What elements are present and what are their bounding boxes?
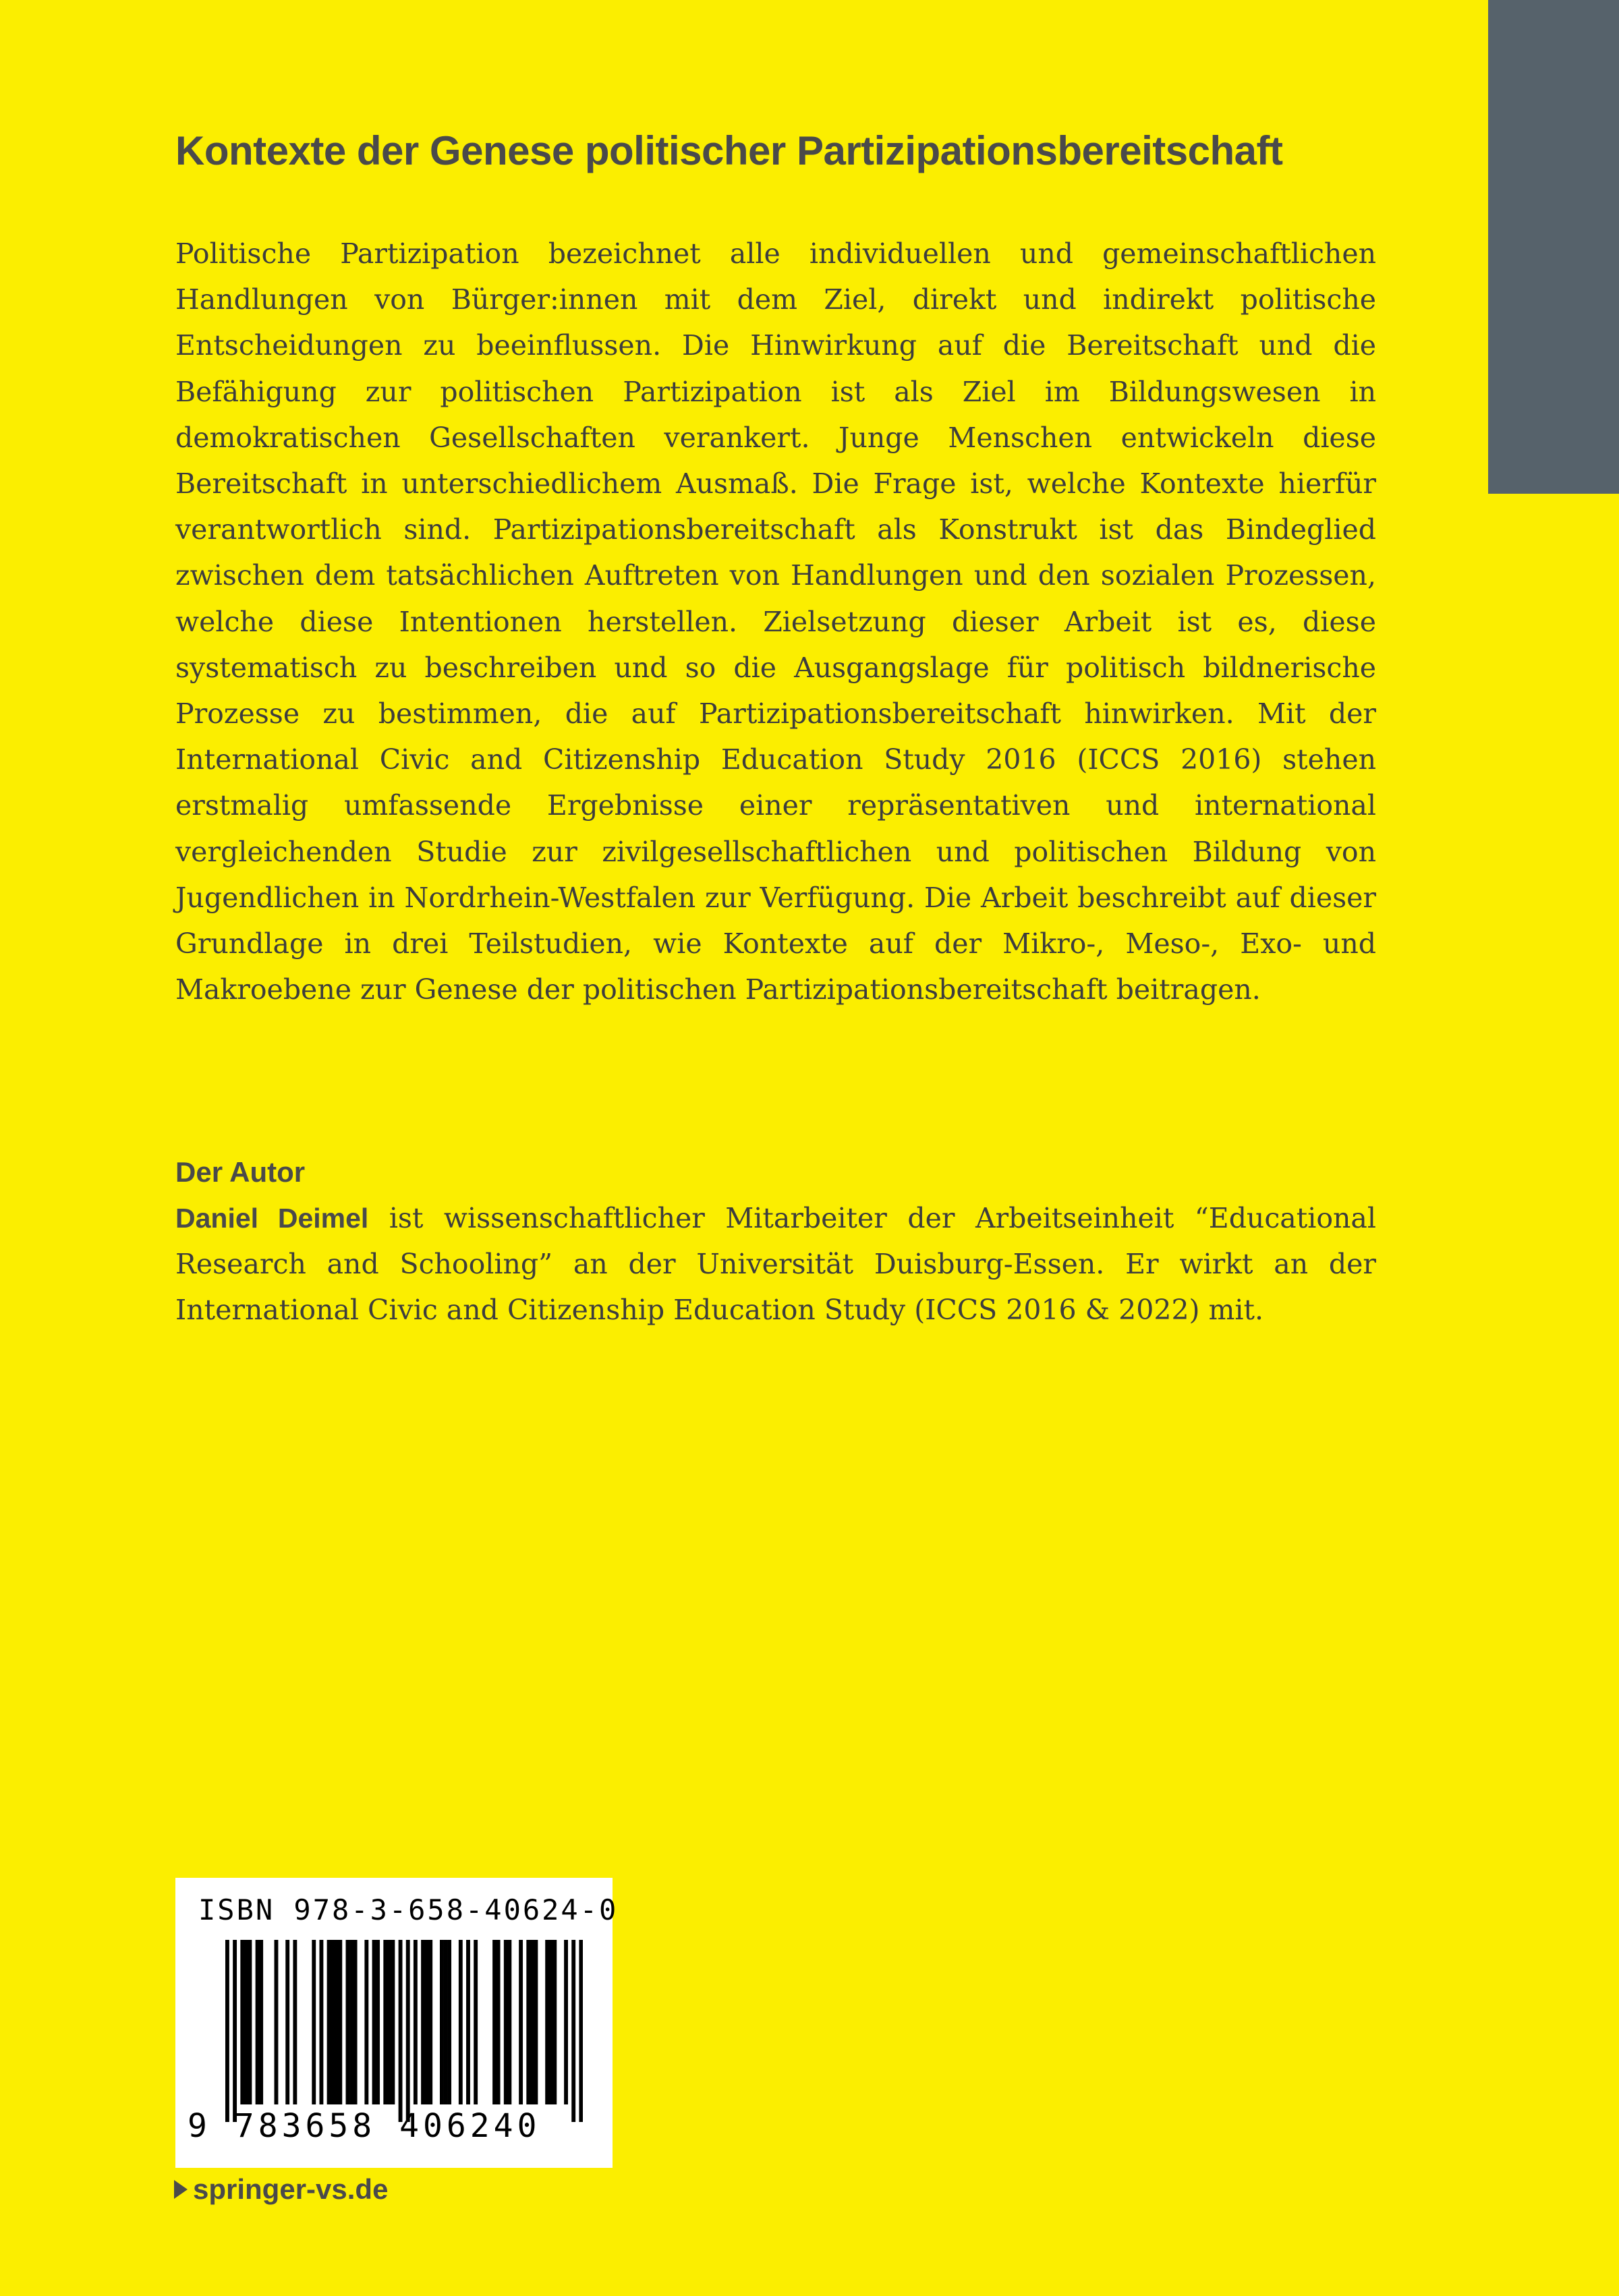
barcode-bar: [256, 1940, 260, 2104]
book-abstract: Politische Partizipation bezeichnet alle individuellen und gemeinschaftlichen Handlungen von Bürger:innen mit dem Ziel, direkt und indirekt politische Entscheidungen zu beeinflussen. Die Hinwirkung auf die Bereitschaft und die Befähigung zur politischen Partizipation ist als Ziel im Bildungswesen in demokratischen Gesellschaften verankert. Junge Menschen entwickeln diese Bereitschaft in unterschiedlichem Ausmaß. Die Frage ist, welche Kontexte hierfür verantwortlich sind. Partizipationsbereitschaft als Konstrukt ist das Bindeglied zwischen dem tatsächlichen Auftreten von Handlungen und den sozialen Prozessen, welche diese Intentionen herstellen. Zielsetzung dieser Arbeit ist es, diese systematisch zu beschreiben und so die Ausgangslage für politisch bildnerische Prozesse zu bestimmen, die auf Partizipationsbereitschaft hinwirken. Mit der International Civic and Citizenship Education Study 2016 (ICCS 2016) stehen erstmalig umfassende Ergebnisse einer repräsentativen und international vergleichenden Studie zur zivilgesellschaftlichen und politischen Bildung von Jugendlichen in Nordrhein-Westfalen zur Verfügung. Die Arbeit beschreibt auf dieser Grundlage in drei Teilstudien, wie Kontexte auf der Mikro-, Meso-, Exo- und Makroebene zur Genese der politischen Partizipationsbereitschaft beitragen.: [175, 237, 1376, 1006]
author-bio: [175, 1195, 1376, 1333]
barcode-bar: [421, 1940, 425, 2104]
barcode-bar: [564, 1940, 568, 2104]
barcode-bar: [240, 1940, 244, 2104]
barcode-bar: [399, 1940, 403, 2122]
barcode-bar: [474, 1940, 478, 2104]
barcode-bar: [571, 1940, 575, 2122]
play-triangle-icon: [174, 2180, 188, 2199]
barcode-bar: [319, 1940, 323, 2104]
barcode-bar: [526, 1940, 530, 2104]
publisher-url: springer-vs.de: [193, 2173, 389, 2205]
barcode-bar: [376, 1940, 380, 2104]
barcode-bar: [552, 1940, 557, 2104]
barcode-bar: [372, 1940, 376, 2104]
barcode-bar: [444, 1940, 448, 2104]
barcode-bar: [391, 1940, 395, 2104]
barcode-bar: [406, 1940, 410, 2122]
barcode-bar: [530, 1940, 534, 2104]
barcode-bar: [534, 1940, 538, 2104]
barcode-bar: [440, 1940, 444, 2104]
barcode-bar: [244, 1940, 248, 2104]
barcode-bar: [338, 1940, 342, 2104]
barcode-bar: [383, 1940, 387, 2104]
barcode-bar: [447, 1940, 451, 2104]
author-bio-text: ist wissenschaftlicher Mitarbeiter der Arbeitseinheit “Educational Research and Schooling” an der Universität Duisburg-Essen. Er wirkt an der International Civic and Citizenship Education Study (ICCS 2016 & 2022) mit.: [175, 1202, 1376, 1327]
barcode-bar: [233, 1940, 237, 2122]
barcode-bar: [387, 1940, 391, 2104]
barcode-bar: [579, 1940, 583, 2122]
barcode-bar: [459, 1940, 463, 2104]
barcode-bars: [225, 1940, 583, 2122]
barcode-bar: [364, 1940, 368, 2104]
barcode-bar: [507, 1940, 511, 2104]
isbn-label: ISBN 978-3-658-40624-0: [198, 1893, 619, 1926]
barcode-bar: [414, 1940, 418, 2104]
barcode-bar: [519, 1940, 523, 2104]
barcode-bar: [346, 1940, 350, 2104]
barcode-bar: [504, 1940, 508, 2104]
barcode-bar: [496, 1940, 501, 2104]
publisher-link[interactable]: [174, 2169, 388, 2210]
barcode-bar: [259, 1940, 263, 2104]
barcode-bar: [428, 1940, 432, 2104]
barcode-bar: [331, 1940, 335, 2104]
barcode-bar: [285, 1940, 289, 2104]
barcode-bar: [312, 1940, 316, 2104]
barcode-bar: [327, 1940, 331, 2104]
author-name: Daniel Deimel: [175, 1203, 369, 1234]
barcode-bar: [275, 1940, 279, 2104]
cover-side-tab: [1488, 0, 1619, 494]
barcode-bar: [335, 1940, 339, 2104]
isbn-barcode: [175, 1878, 619, 2168]
author-heading: Der Autor: [175, 1156, 306, 1188]
barcode-bar: [349, 1940, 353, 2104]
book-title: Kontexte der Genese politischer Partizipationsbereitschaft: [175, 128, 1283, 173]
barcode-bar: [425, 1940, 429, 2104]
barcode-bar: [225, 1940, 229, 2122]
barcode-bar: [549, 1940, 553, 2104]
barcode-bar: [466, 1940, 470, 2104]
ean-digits: 9 783658 406240: [188, 2107, 541, 2145]
barcode-bar: [545, 1940, 549, 2104]
barcode-bar: [293, 1940, 297, 2104]
barcode-bar: [353, 1940, 358, 2104]
barcode-bar: [248, 1940, 252, 2104]
barcode-bar: [492, 1940, 496, 2104]
